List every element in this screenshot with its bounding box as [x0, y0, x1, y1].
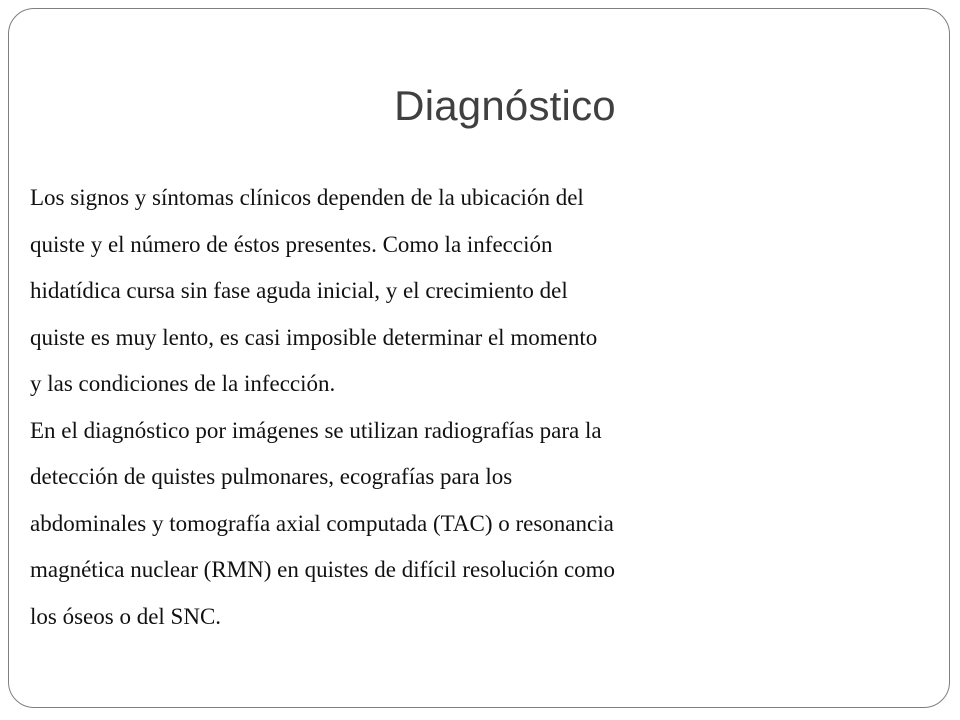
- body-line: En el diagnóstico por imágenes se utilizan radiografías para la: [30, 417, 602, 443]
- slide-title: Diagnóstico: [394, 82, 616, 129]
- paragraph-clinical-signs: [30, 175, 790, 408]
- body-line: Los signos y síntomas clínicos dependen de la ubicación del: [30, 185, 584, 210]
- body-line: los óseos o del SNC.: [30, 603, 222, 629]
- body-line: hidatídica cursa sin fase aguda inicial, y el crecimiento del: [30, 278, 568, 303]
- paragraph-imaging-diagnosis: [30, 408, 790, 641]
- body-line: y las condiciones de la infección.: [30, 371, 336, 396]
- slide-body: [30, 175, 790, 640]
- body-line: quiste y el número de éstos presentes. Como la infección: [30, 231, 553, 257]
- body-line: abdominales y tomografía axial computada (TAC) o resonancia: [30, 510, 614, 536]
- body-line: magnética nuclear (RMN) en quistes de difícil resolución como: [30, 557, 616, 582]
- body-line: detección de quistes pulmonares, ecografías para los: [30, 464, 513, 489]
- body-line: quiste es muy lento, es casi imposible determinar el momento: [30, 324, 598, 350]
